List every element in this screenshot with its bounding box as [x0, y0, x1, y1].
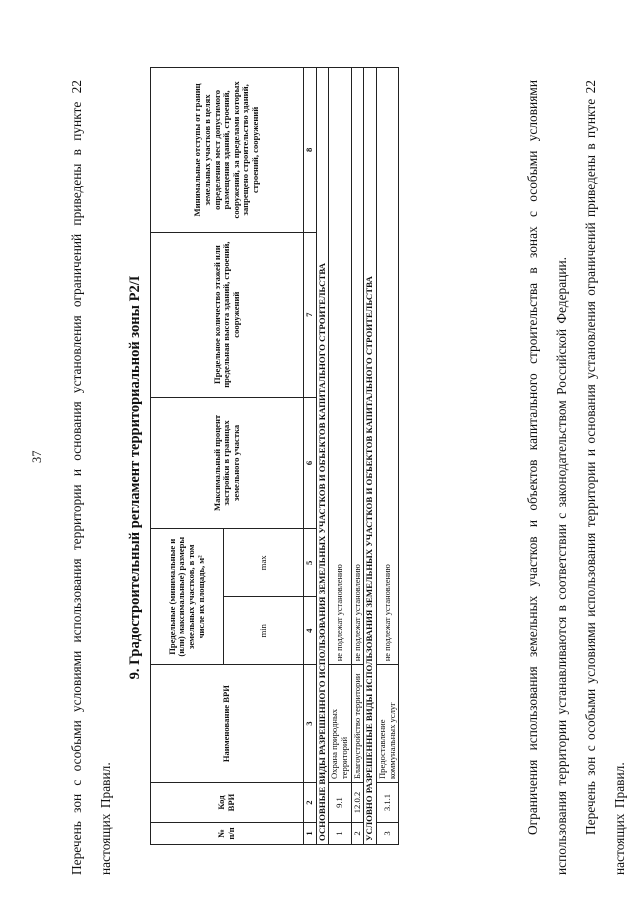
- header-code: Код ВРИ: [151, 783, 304, 823]
- row-code: 3.1.1: [377, 783, 399, 823]
- header-num: № п/п: [151, 823, 304, 845]
- column-number-row: [304, 68, 317, 845]
- section-main-label: ОСНОВНЫЕ ВИДЫ РАЗРЕШЕННОГО ИСПОЛЬЗОВАНИЯ ЗЕМЕЛЬНЫХ УЧАСТКОВ И ОБЪЕКТОВ КАПИТАЛЬНОГО СТРОИТЕЛЬСТВА: [316, 68, 329, 845]
- zoning-regulation-table: [150, 67, 399, 845]
- section-heading: 9. Градостроительный регламент территориальной зоны Р2/I: [127, 275, 143, 680]
- row-code: 9.1: [329, 783, 351, 823]
- section-row-main: [316, 68, 329, 845]
- section-row-conditional: [364, 68, 377, 845]
- col-number: 6: [304, 397, 317, 529]
- col-number: 1: [304, 823, 317, 845]
- row-name: Благоустройство территории: [351, 665, 364, 783]
- col-number: 5: [304, 529, 317, 597]
- row-code: 12.0.2: [351, 783, 364, 823]
- table-row: [329, 68, 351, 845]
- table-row: [377, 68, 399, 845]
- closing-paragraph: Перечень зон с особыми условиями использования территории и основания установления ограничений приведены в пункте 22 настоящих Правил.: [583, 80, 627, 875]
- col-number: 8: [304, 68, 317, 233]
- col-number: 4: [304, 597, 317, 665]
- table-row: [351, 68, 364, 845]
- header-min: min: [224, 597, 304, 665]
- row-value: не подлежат установлению: [329, 68, 351, 665]
- section-conditional-label: УСЛОВНО РАЗРЕШЕННЫЕ ВИДЫ ИСПОЛЬЗОВАНИЯ ЗЕМЕЛЬНЫХ УЧАСТКОВ И ОБЪЕКТОВ КАПИТАЛЬНОГО СТРОИТЕЛЬСТВА: [364, 68, 377, 845]
- row-name: Предоставление коммунальных услуг: [377, 665, 399, 783]
- header-max: max: [224, 529, 304, 597]
- row-value: не подлежат установлению: [351, 68, 364, 665]
- row-num: 2: [351, 823, 364, 845]
- col-number: 2: [304, 783, 317, 823]
- row-name: Охрана природных территорий: [329, 665, 351, 783]
- table-header-row: [151, 68, 224, 845]
- intro-paragraph: Перечень зон с особыми условиями использования территории и основания установления ограничений приведены в пункте 22 настоящих Правил.: [69, 80, 113, 875]
- row-value: не подлежат установлению: [377, 68, 399, 665]
- header-percent: Максимальный процент застройки в границах земельного участка: [151, 397, 304, 529]
- header-floors: Предельное количество этажей или предельная высота зданий, строений, сооружений: [151, 232, 304, 397]
- page-number: 37: [30, 450, 44, 463]
- header-name: Наименование ВРИ: [151, 665, 304, 783]
- row-num: 1: [329, 823, 351, 845]
- header-sizes-group: Предельные (минимальные и (или) максимальные) размеры земельных участков, в том числе их площадь, м²: [151, 529, 224, 665]
- restrictions-paragraph: Ограничения использования земельных участков и объектов капитального строительства в зонах с особыми условиями использования территории устанавливаются в соответствии с законодательством Российской Федерации.: [525, 80, 569, 875]
- header-setback: Минимальные отступы от границ земельных участков в целях определения мест допустимого размещения зданий, строений, сооружений, за пределами которых запрещено строительство зданий, строений, сооружений: [151, 68, 304, 233]
- col-number: 7: [304, 232, 317, 397]
- col-number: 3: [304, 665, 317, 783]
- row-num: 3: [377, 823, 399, 845]
